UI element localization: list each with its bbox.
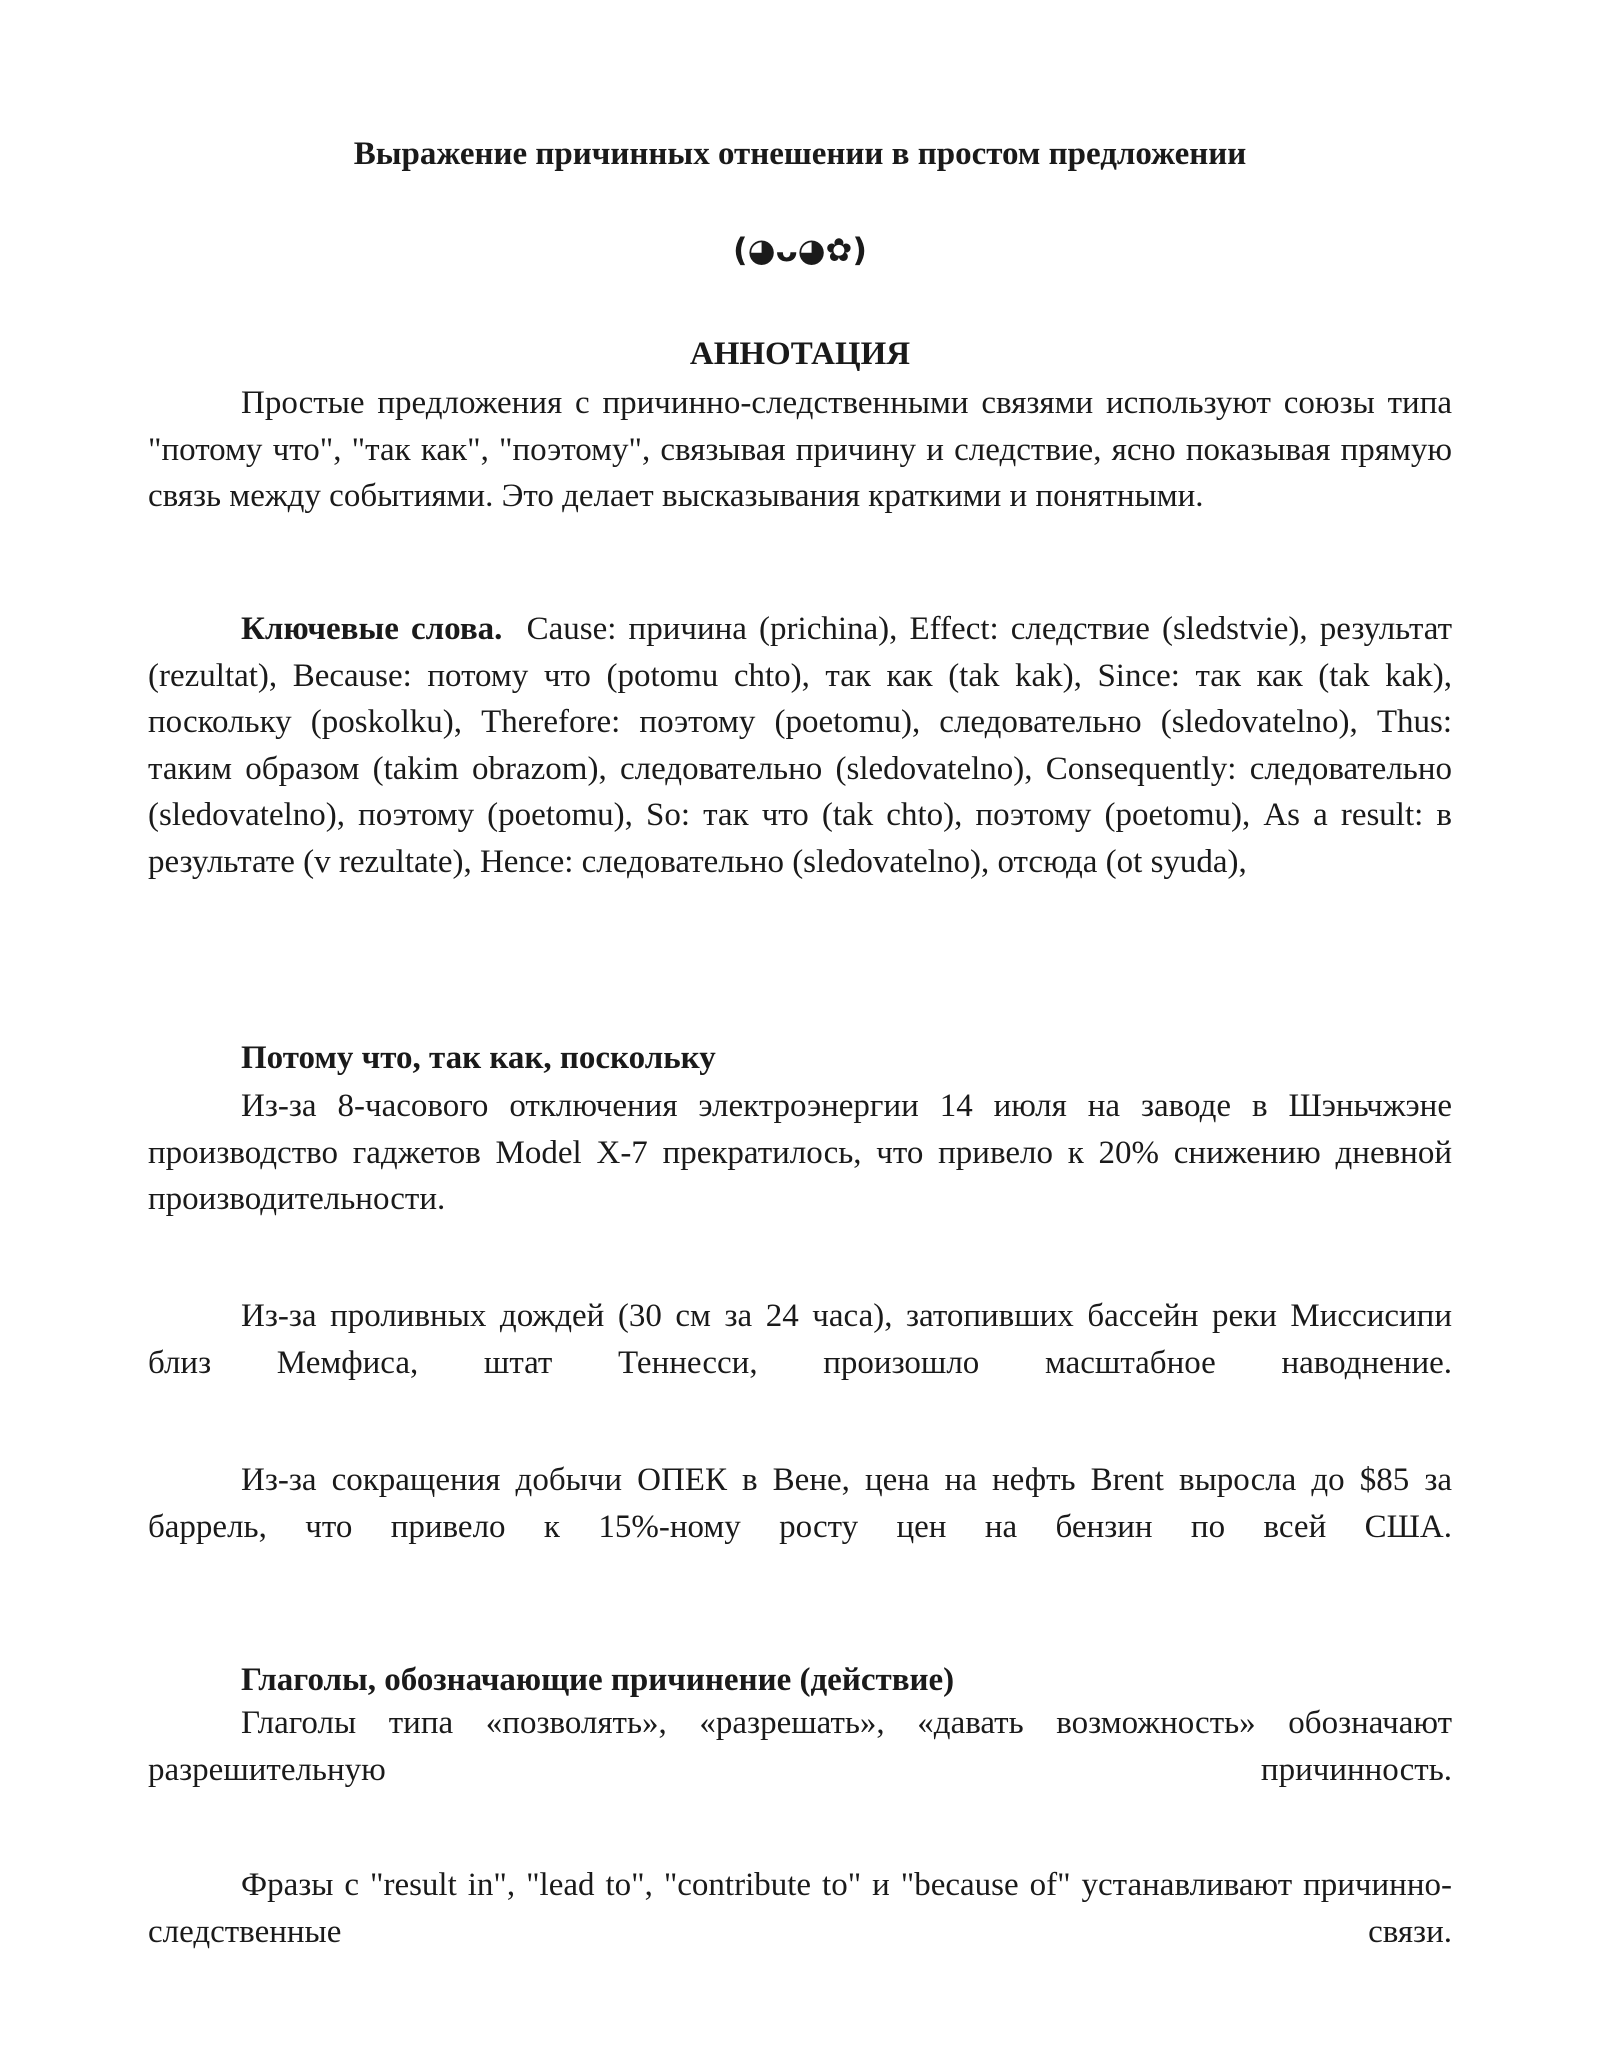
document-title: Выражение причинных отнешении в простом предложении — [353, 136, 1247, 172]
keywords-label: Ключевые слова. — [241, 611, 503, 647]
annotation-paragraph: Простые предложения с причинно-следственными связями используют союзы типа "потому что", "так как", "поэтому", связывая причину и следствие, ясно показывая прямую связь между событиями. Это делает высказывания краткими и понятными. — [148, 385, 1452, 514]
section-heading-causative-verbs: Глаголы, обозначающие причинение (действие) — [241, 1662, 955, 1698]
keywords-paragraph — [148, 606, 1452, 885]
section-heading-because: Потому что, так как, поскольку — [241, 1040, 716, 1076]
emoticon: (◕ᴗ◕✿) — [733, 231, 867, 269]
keywords-text: Cause: причина (prichina), Effect: следствие (sledstvie), результат (rezultat), Because: потому что (potomu chto), так как (tak kak), Since: так как (tak kak), поскольку (poskolku), Therefore: поэтому (poetomu), следовательно (sledovatelno), Thus: таким образом (takim obrazom), следовательно (sledovatelno), Consequently: следовательно (sledovatelno), поэтому (poetomu), So: так что (tak chto), поэтому (poetomu), As a result: в результате (v rezultate), Hence: следовательно (sledovatelno), отсюда (ot syuda), — [148, 611, 1453, 880]
example-paragraph-flood: Из-за проливных дождей (30 см за 24 часа), затопивших бассейн реки Миссисипи близ Мемфиса, штат Теннесси, произошло масштабное наводнение. — [148, 1298, 1452, 1381]
example-paragraph-power-outage: Из-за 8-часового отключения электроэнергии 14 июля на заводе в Шэньчжэне производство гаджетов Model X-7 прекратилось, что привело к 20% снижению дневной производительности. — [148, 1088, 1452, 1217]
phrases-paragraph: Фразы с "result in", "lead to", "contribute to" и "because of" устанавливают причинно-следственные связи. — [148, 1867, 1452, 1950]
causative-verbs-paragraph: Глаголы типа «позволять», «разрешать», «давать возможность» обозначают разрешительную причинность. — [148, 1705, 1452, 1788]
document-page — [148, 0, 1452, 2070]
example-paragraph-oil-price: Из-за сокращения добычи ОПЕК в Вене, цена на нефть Brent выросла до $85 за баррель, что привело к 15%-ному росту цен на бензин по всей США. — [148, 1462, 1452, 1545]
annotation-heading: АННОТАЦИЯ — [689, 336, 911, 372]
